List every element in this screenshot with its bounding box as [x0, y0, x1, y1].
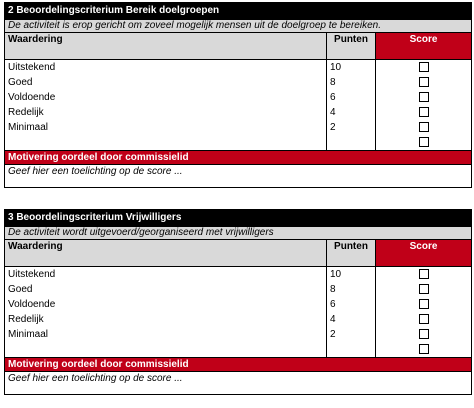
- score-checkbox[interactable]: [419, 269, 429, 279]
- table-row: [5, 75, 472, 90]
- criterion-description: De activiteit is erop gericht om zoveel mogelijk mensen uit de doelgroep te bereiken.: [5, 20, 472, 33]
- rating-label: Uitstekend: [5, 267, 327, 283]
- score-checkbox[interactable]: [419, 314, 429, 324]
- score-header: Score: [376, 240, 472, 267]
- rating-label: Goed: [5, 75, 327, 90]
- table-row: [5, 105, 472, 120]
- table-row: [5, 120, 472, 135]
- score-checkbox[interactable]: [419, 92, 429, 102]
- table-row: [5, 282, 472, 297]
- criterion-bereik-doelgroepen: [4, 2, 471, 188]
- points-value: 10: [327, 267, 376, 283]
- points-value: 8: [327, 282, 376, 297]
- points-value: 2: [327, 120, 376, 135]
- points-value: 4: [327, 105, 376, 120]
- score-checkbox[interactable]: [419, 107, 429, 117]
- score-checkbox[interactable]: [419, 329, 429, 339]
- score-checkbox[interactable]: [419, 62, 429, 72]
- points-value: 2: [327, 327, 376, 342]
- criterion-title: 3 Beoordelingscriterium Vrijwilligers: [5, 210, 472, 227]
- points-value: 4: [327, 312, 376, 327]
- score-checkbox[interactable]: [419, 122, 429, 132]
- rating-label: Minimaal: [5, 120, 327, 135]
- table-row: [5, 90, 472, 105]
- rating-label: Goed: [5, 282, 327, 297]
- points-value: 8: [327, 75, 376, 90]
- score-checkbox[interactable]: [419, 344, 429, 354]
- criterion-table: [4, 209, 472, 395]
- table-row: [5, 297, 472, 312]
- criterion-vrijwilligers: [4, 209, 471, 395]
- rating-label: Redelijk: [5, 312, 327, 327]
- score-checkbox[interactable]: [419, 77, 429, 87]
- rating-header: Waardering: [5, 240, 327, 267]
- table-row: [5, 60, 472, 76]
- criterion-description: De activiteit wordt uitgevoerd/georganiseerd met vrijwilligers: [5, 227, 472, 240]
- score-checkbox[interactable]: [419, 137, 429, 147]
- table-row: [5, 312, 472, 327]
- score-header: Score: [376, 33, 472, 60]
- motivation-header: Motivering oordeel door commissielid: [5, 151, 472, 165]
- table-row: [5, 135, 472, 151]
- score-checkbox[interactable]: [419, 299, 429, 309]
- rating-header: Waardering: [5, 33, 327, 60]
- rating-label: Uitstekend: [5, 60, 327, 76]
- points-value: 10: [327, 60, 376, 76]
- points-header: Punten: [327, 240, 376, 267]
- explanation-field[interactable]: Geef hier een toelichting op de score ...: [5, 372, 472, 395]
- table-row: [5, 267, 472, 283]
- table-row: [5, 342, 472, 358]
- motivation-header: Motivering oordeel door commissielid: [5, 358, 472, 372]
- points-header: Punten: [327, 33, 376, 60]
- criterion-title: 2 Beoordelingscriterium Bereik doelgroepen: [5, 3, 472, 20]
- explanation-field[interactable]: Geef hier een toelichting op de score ...: [5, 165, 472, 188]
- rating-label: Minimaal: [5, 327, 327, 342]
- rating-label: Voldoende: [5, 90, 327, 105]
- points-value: 6: [327, 297, 376, 312]
- table-row: [5, 327, 472, 342]
- rating-label: Voldoende: [5, 297, 327, 312]
- points-value: 6: [327, 90, 376, 105]
- score-checkbox[interactable]: [419, 284, 429, 294]
- rating-label: Redelijk: [5, 105, 327, 120]
- criterion-table: [4, 2, 472, 188]
